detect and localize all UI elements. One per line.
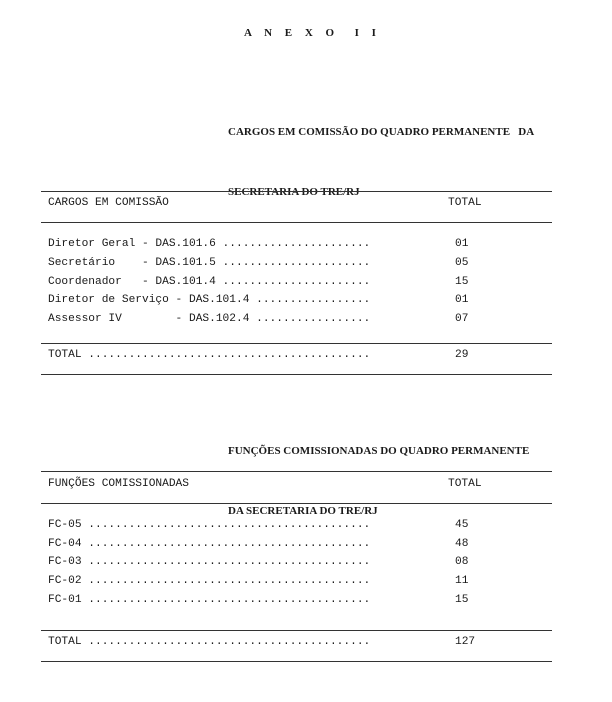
section1-heading-line1: CARGOS EM COMISSÃO DO QUADRO PERMANENTE DA [228,126,535,138]
section2-heading-line1: FUNÇÕES COMISSIONADAS DO QUADRO PERMANENTE [228,445,530,457]
section1-top-rule [41,191,552,192]
section1-row-label: Diretor Geral - DAS.101.6 ...................... [48,238,371,250]
section1-heading [228,82,534,222]
section1-column-total: TOTAL [448,197,482,209]
section2-row-label: FC-04 .......................................... [48,538,371,550]
section1-total-top-rule [41,343,552,344]
section2-row-label: FC-05 .......................................... [48,519,371,531]
section2-row-label: FC-03 .......................................... [48,556,371,568]
section2-total-top-rule [41,630,552,631]
section1-row-total: 01 [455,238,469,250]
section2-row-total: 48 [455,538,469,550]
section1-row-label: Coordenador - DAS.101.4 ...................... [48,276,371,288]
section1-row-total: 07 [455,313,469,325]
section2-column-total: TOTAL [448,478,482,490]
section1-row-total: 05 [455,257,469,269]
section2-row-total: 08 [455,556,469,568]
section1-total-label: TOTAL .......................................... [48,349,371,361]
section1-row-label: Assessor IV - DAS.102.4 ................. [48,313,371,325]
section2-total-label: TOTAL .......................................... [48,636,371,648]
section2-heading-line2: DA SECRETARIA DO TRE/RJ [228,505,378,517]
document-title: A N E X O I I [244,27,381,39]
section2-column-label: FUNÇÕES COMISSIONADAS [48,478,189,490]
section1-bottom-rule [41,374,552,375]
section1-row-total: 15 [455,276,469,288]
section1-row-total: 01 [455,294,469,306]
section2-row-total: 45 [455,519,469,531]
section1-heading-line2: SECRETARIA DO TRE/RJ [228,186,360,198]
section1-column-label: CARGOS EM COMISSÃO [48,197,169,209]
section2-row-total: 15 [455,594,469,606]
section2-row-label: FC-01 .......................................... [48,594,371,606]
section2-row-total: 11 [455,575,469,587]
section2-total-value: 127 [455,636,476,648]
section2-top-rule [41,471,552,472]
section2-bottom-rule [41,661,552,662]
section1-row-label: Diretor de Serviço - DAS.101.4 ................. [48,294,371,306]
section2-row-label: FC-02 .......................................... [48,575,371,587]
section1-row-label: Secretário - DAS.101.5 ...................... [48,257,371,269]
section2-header-rule [41,503,552,504]
section1-total-value: 29 [455,349,469,361]
section1-header-rule [41,222,552,223]
